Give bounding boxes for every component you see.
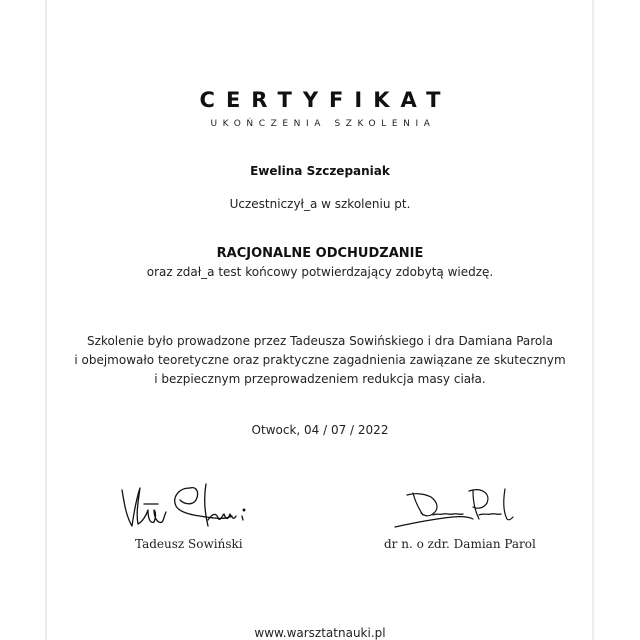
- course-description: [0, 332, 640, 389]
- description-line: Szkolenie było prowadzone przez Tadeusza Sowińskiego i dra Damiana Parola: [87, 334, 553, 348]
- course-name: RACJONALNE ODCHUDZANIE: [216, 246, 424, 261]
- place-date: Otwock, 04 / 07 / 2022: [251, 423, 389, 437]
- certificate-title: CERTYFIKAT: [199, 88, 452, 112]
- participated-text: Uczestniczył_a w szkoleniu pt.: [229, 197, 411, 211]
- recipient-name: Ewelina Szczepaniak: [250, 164, 390, 178]
- signer-name-right: dr n. o zdr. Damian Parol: [384, 537, 536, 551]
- description-line: i bezpiecznym przeprowadzeniem redukcja masy ciała.: [154, 372, 486, 386]
- certificate-subtitle: UKOŃCZENIA SZKOLENIA: [210, 119, 436, 129]
- website-link[interactable]: www.warsztatnauki.pl: [254, 626, 386, 640]
- signer-name-left: Tadeusz Sowiński: [135, 537, 243, 551]
- signature-left-icon: [118, 482, 258, 534]
- description-line: i obejmowało teoretyczne oraz praktyczne zagadnienia zawiązane ze skutecznym: [74, 353, 566, 367]
- passed-text: oraz zdał_a test końcowy potwierdzający zdobytą wiedzę.: [146, 265, 494, 279]
- signature-right-icon: [393, 485, 518, 530]
